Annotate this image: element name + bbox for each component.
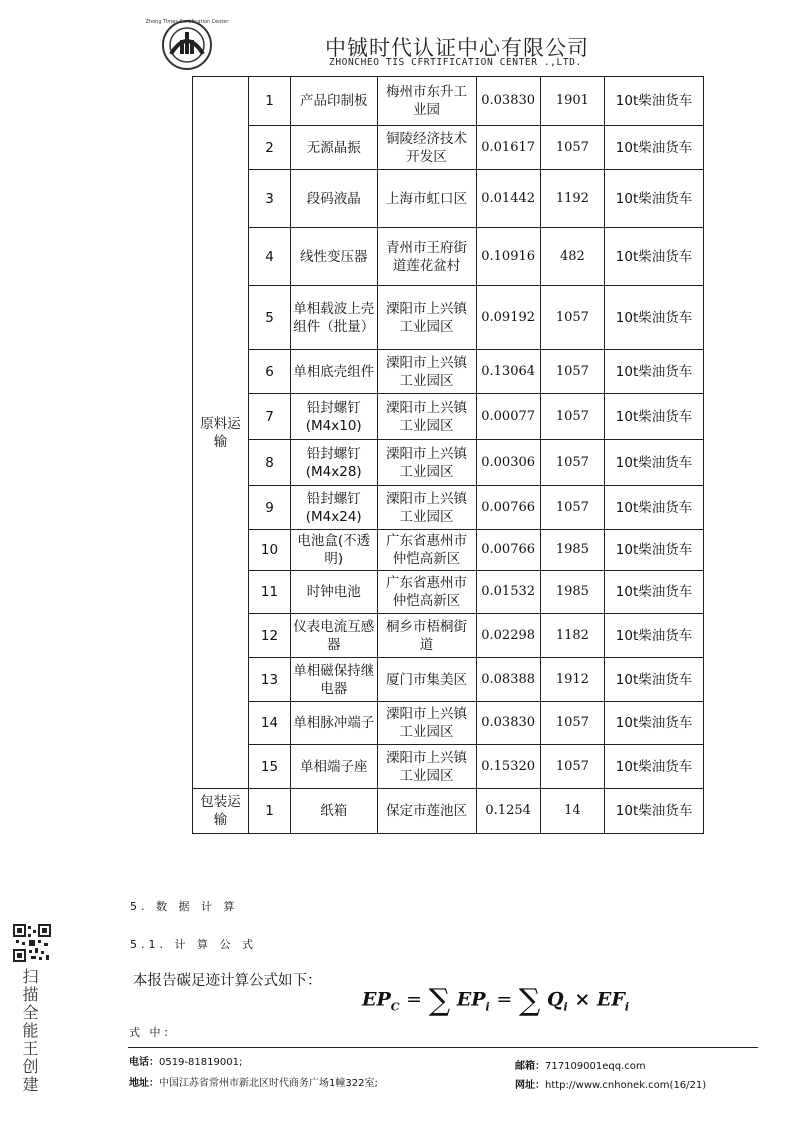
- emission-factor: 0.1254: [476, 789, 540, 834]
- emission-factor: 0.00306: [476, 440, 540, 486]
- sum-symbol-2: ∑: [518, 983, 541, 1018]
- material-name: 时钟电池: [290, 571, 377, 614]
- origin-place: 梅州市东升工业园: [377, 77, 476, 126]
- origin-place: 厦门市集美区: [377, 658, 476, 702]
- formula-q: Q: [546, 988, 564, 1011]
- row-number: 3: [249, 170, 291, 228]
- vehicle-type: 10t柴油货车: [605, 614, 704, 658]
- emission-factor: 0.02298: [476, 614, 540, 658]
- transport-distance: 1912: [540, 658, 604, 702]
- transport-distance: 1057: [540, 394, 604, 440]
- origin-place: 溧阳市上兴镇工业园区: [377, 486, 476, 530]
- table-row: [193, 77, 704, 126]
- origin-place: 铜陵经济技术开发区: [377, 126, 476, 170]
- origin-place: 溧阳市上兴镇工业园区: [377, 394, 476, 440]
- table-row: [193, 745, 704, 789]
- origin-place: 桐乡市梧桐街道: [377, 614, 476, 658]
- company-name-en: ZHONCHEO TIS CFRTIFICATION CENTER .,LTD.: [329, 57, 582, 68]
- scanner-watermark-text: 扫描全能王创建: [20, 968, 39, 1094]
- transport-distance: 1985: [540, 571, 604, 614]
- table-row: [193, 530, 704, 571]
- vehicle-type: 10t柴油货车: [605, 170, 704, 228]
- company-seal-logo: [145, 14, 229, 76]
- row-number: 13: [249, 658, 291, 702]
- origin-place: 保定市莲池区: [377, 789, 476, 834]
- origin-place: 溧阳市上兴镇工业园区: [377, 745, 476, 789]
- emission-factor: 0.00766: [476, 486, 540, 530]
- origin-place: 青州市王府街道莲花盆村: [377, 228, 476, 286]
- table-row: [193, 126, 704, 170]
- table-row: [193, 614, 704, 658]
- svg-text:Zhong Times Certification Cent: Zhong Times Certification Center: [145, 19, 229, 25]
- footer-divider: [128, 1047, 758, 1048]
- emission-factor: 0.03830: [476, 77, 540, 126]
- sum-symbol-1: ∑: [428, 983, 451, 1018]
- table-row: [193, 702, 704, 745]
- company-name-cn: 中铖时代认证中心有限公司: [325, 36, 589, 60]
- table-row: [193, 571, 704, 614]
- address-label: 地址：: [129, 1078, 159, 1089]
- row-number: 1: [249, 77, 291, 126]
- table-row: [193, 789, 704, 834]
- row-number: 11: [249, 571, 291, 614]
- emission-factor: 0.03830: [476, 702, 540, 745]
- address-value: 中国江苏省常州市新北区时代商务广场1幢322室;: [159, 1078, 378, 1089]
- footer-address: [129, 1074, 378, 1089]
- where-label: 式 中：: [129, 1026, 178, 1039]
- material-name: 无源晶振: [290, 126, 377, 170]
- emission-factor: 0.10916: [476, 228, 540, 286]
- table-row: [193, 286, 704, 350]
- transport-distance: 1985: [540, 530, 604, 571]
- origin-place: 广东省惠州市仲恺高新区: [377, 530, 476, 571]
- row-number: 2: [249, 126, 291, 170]
- formula-mid-sub: i: [485, 1000, 490, 1014]
- table-row: [193, 350, 704, 394]
- formula-q-sub: i: [563, 1000, 568, 1014]
- material-name: 单相磁保持继电器: [290, 658, 377, 702]
- material-name: 铅封螺钉(M4x28): [290, 440, 377, 486]
- formula-intro: 本报告碳足迹计算公式如下：: [133, 973, 322, 989]
- footer-email: [515, 1057, 646, 1072]
- vehicle-type: 10t柴油货车: [605, 486, 704, 530]
- table-row: [193, 486, 704, 530]
- transport-distance: 1182: [540, 614, 604, 658]
- row-number: 7: [249, 394, 291, 440]
- formula-lhs-sub: C: [390, 1000, 400, 1014]
- vehicle-type: 10t柴油货车: [605, 530, 704, 571]
- row-number: 6: [249, 350, 291, 394]
- vehicle-type: 10t柴油货车: [605, 745, 704, 789]
- phone-label: 电话：: [129, 1057, 159, 1068]
- material-name: 单相脉冲端子: [290, 702, 377, 745]
- vehicle-type: 10t柴油货车: [605, 126, 704, 170]
- origin-place: 广东省惠州市仲恺高新区: [377, 571, 476, 614]
- carbon-formula: $EP_C$ = ∑ $EP_i$ = ∑ $Q_i \times EF_i$: [362, 983, 630, 1018]
- origin-place: 溧阳市上兴镇工业园区: [377, 350, 476, 394]
- material-name: 电池盒(不透明): [290, 530, 377, 571]
- formula-ef-sub: i: [624, 1000, 630, 1014]
- transport-distance: 1057: [540, 286, 604, 350]
- transport-distance: 1057: [540, 486, 604, 530]
- transport-distance: 1192: [540, 170, 604, 228]
- emission-factor: 0.08388: [476, 658, 540, 702]
- web-label: 网址：: [515, 1080, 545, 1091]
- row-number: 15: [249, 745, 291, 789]
- vehicle-type: 10t柴油货车: [605, 702, 704, 745]
- vehicle-type: 10t柴油货车: [605, 286, 704, 350]
- material-name: 段码液晶: [290, 170, 377, 228]
- origin-place: 溧阳市上兴镇工业园区: [377, 286, 476, 350]
- vehicle-type: 10t柴油货车: [605, 571, 704, 614]
- origin-place: 上海市虹口区: [377, 170, 476, 228]
- formula-lhs: EP: [362, 988, 391, 1011]
- section-heading-5: 5. 数 据 计 算: [130, 900, 239, 913]
- qr-code-icon: [13, 924, 51, 962]
- table-row: [193, 170, 704, 228]
- material-name: 铅封螺钉(M4x10): [290, 394, 377, 440]
- row-number: 8: [249, 440, 291, 486]
- emission-factor: 0.13064: [476, 350, 540, 394]
- transport-distance: 1057: [540, 745, 604, 789]
- emission-factor: 0.00766: [476, 530, 540, 571]
- transport-distance: 1057: [540, 126, 604, 170]
- row-number: 9: [249, 486, 291, 530]
- row-number: 1: [249, 789, 291, 834]
- formula-ef: EF: [596, 988, 625, 1011]
- vehicle-type: 10t柴油货车: [605, 394, 704, 440]
- transport-distance: 1901: [540, 77, 604, 126]
- material-name: 仪表电流互感器: [290, 614, 377, 658]
- transport-distance: 14: [540, 789, 604, 834]
- table-row: [193, 394, 704, 440]
- category-cell: 原料运输: [193, 77, 249, 789]
- transport-distance: 1057: [540, 702, 604, 745]
- table-row: [193, 658, 704, 702]
- table-row: [193, 440, 704, 486]
- material-name: 纸箱: [290, 789, 377, 834]
- origin-place: 溧阳市上兴镇工业园区: [377, 702, 476, 745]
- material-name: 单相端子座: [290, 745, 377, 789]
- formula-mid: EP: [456, 988, 486, 1011]
- email-label: 邮箱：: [515, 1061, 545, 1072]
- transport-distance: 1057: [540, 440, 604, 486]
- transport-distance: 1057: [540, 350, 604, 394]
- footer-phone: [129, 1053, 242, 1068]
- vehicle-type: 10t柴油货车: [605, 77, 704, 126]
- section-heading-5-1: 5.1. 计 算 公 式: [130, 938, 257, 951]
- vehicle-type: 10t柴油货车: [605, 440, 704, 486]
- vehicle-type: 10t柴油货车: [605, 789, 704, 834]
- row-number: 10: [249, 530, 291, 571]
- emission-factor: 0.01442: [476, 170, 540, 228]
- material-name: 铅封螺钉(M4x24): [290, 486, 377, 530]
- category-cell: 包装运输: [193, 789, 249, 834]
- row-number: 14: [249, 702, 291, 745]
- emission-factor: 0.01532: [476, 571, 540, 614]
- phone-value: 0519-81819001;: [159, 1057, 243, 1068]
- row-number: 12: [249, 614, 291, 658]
- transport-table: [192, 76, 704, 834]
- footer-web: [515, 1076, 706, 1091]
- material-name: 线性变压器: [290, 228, 377, 286]
- material-name: 单相载波上壳组件（批量）: [290, 286, 377, 350]
- row-number: 5: [249, 286, 291, 350]
- material-name: 单相底壳组件: [290, 350, 377, 394]
- emission-factor: 0.00077: [476, 394, 540, 440]
- row-number: 4: [249, 228, 291, 286]
- emission-factor: 0.09192: [476, 286, 540, 350]
- material-name: 产品印制板: [290, 77, 377, 126]
- email-value: 717109001eqq.com: [545, 1061, 646, 1072]
- origin-place: 溧阳市上兴镇工业园区: [377, 440, 476, 486]
- table-row: [193, 228, 704, 286]
- emission-factor: 0.01617: [476, 126, 540, 170]
- transport-distance: 482: [540, 228, 604, 286]
- vehicle-type: 10t柴油货车: [605, 228, 704, 286]
- vehicle-type: 10t柴油货车: [605, 350, 704, 394]
- web-value[interactable]: http://www.cnhonek.com(16/21): [545, 1080, 707, 1091]
- emission-factor: 0.15320: [476, 745, 540, 789]
- vehicle-type: 10t柴油货车: [605, 658, 704, 702]
